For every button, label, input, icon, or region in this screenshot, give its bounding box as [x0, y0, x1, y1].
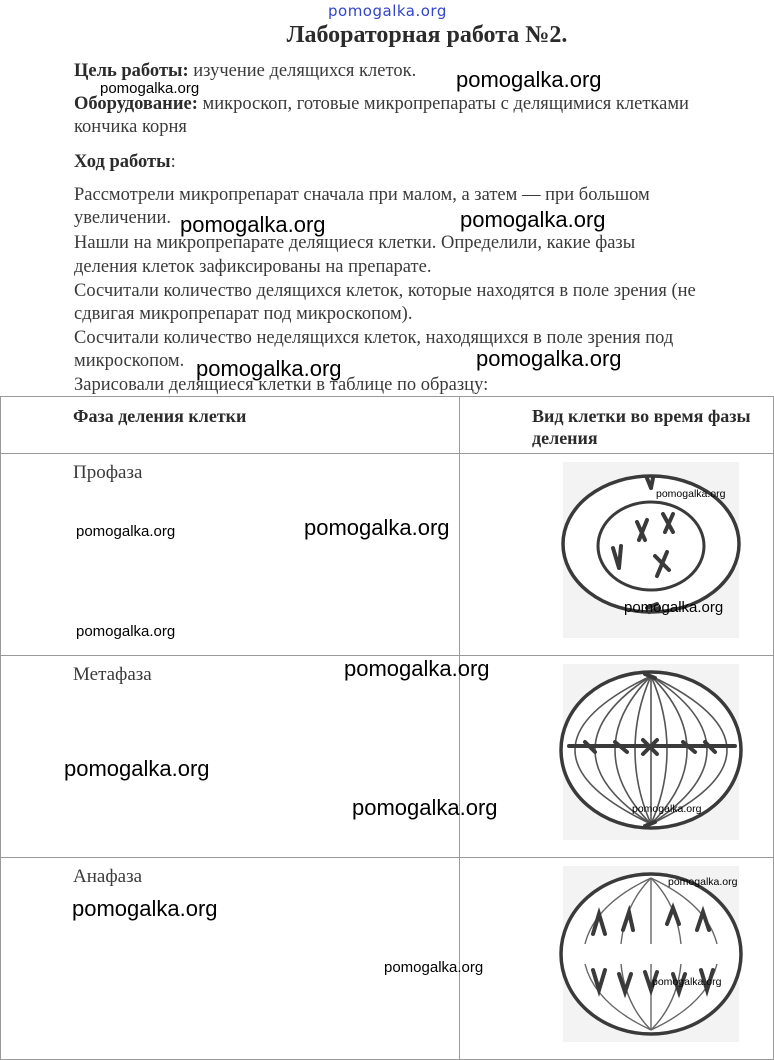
phase-prophase-label: Профаза [1, 454, 460, 656]
goal-line [74, 60, 416, 82]
step-line: увеличении. [74, 208, 172, 228]
goal-label: Цель работы: [74, 61, 189, 81]
watermark-text: pomogalka.org [100, 80, 200, 97]
phase-metaphase-label: Метафаза [1, 656, 460, 858]
watermark-text: pomogalka.org [656, 488, 726, 500]
anaphase-cell-drawing [555, 864, 745, 1044]
watermark-text: pomogalka.org [476, 346, 622, 371]
procedure-heading: Ход работы: [74, 152, 176, 172]
equipment-label: Оборудование: [74, 94, 198, 114]
goal-text: изучение делящихся клеток. [188, 61, 417, 81]
watermark-text: pomogalka.org [76, 523, 176, 540]
watermark-text: pomogalka.org [344, 656, 490, 681]
watermark-text: pomogalka.org [352, 795, 498, 820]
metaphase-cell-drawing [555, 662, 745, 842]
page-title: Лабораторная работа №2. [286, 22, 568, 48]
watermark-top: pomogalka.org [328, 2, 447, 20]
prophase-drawing-cell [460, 454, 774, 656]
equipment-line-2: кончика корня [74, 117, 187, 137]
table-header-row [1, 397, 774, 454]
step-line: Нашли на микропрепарате делящиеся клетки. Определили, какие фазы [74, 233, 636, 253]
watermark-text: pomogalka.org [668, 876, 738, 888]
watermark-text: pomogalka.org [304, 515, 450, 540]
watermark-text: pomogalka.org [632, 803, 702, 815]
step-line: Сосчитали количество неделящихся клеток, находящихся в поле зрения под [74, 328, 674, 348]
watermark-text: pomogalka.org [180, 212, 326, 237]
watermark-text: pomogalka.org [456, 67, 602, 92]
step-line: Сосчитали количество делящихся клеток, которые находятся в поле зрения (не [74, 281, 696, 301]
step-line: деления клеток зафиксированы на препарате. [74, 257, 432, 277]
watermark-text: pomogalka.org [196, 356, 342, 381]
watermark-text: pomogalka.org [460, 207, 606, 232]
procedure-label: Ход работы [74, 152, 171, 172]
step-line: микроскопом. [74, 351, 185, 371]
equipment-text: микроскоп, готовые микропрепараты с делящимися клетками [197, 94, 689, 114]
watermark-text: pomogalka.org [652, 976, 722, 988]
step-line: Зарисовали делящиеся клетки в таблице по образцу: [74, 375, 489, 395]
watermark-text: pomogalka.org [76, 623, 176, 640]
header-view: Вид клетки во время фазы деления [460, 397, 774, 454]
header-phase: Фаза деления клетки [1, 397, 460, 454]
step-line: Рассмотрели микропрепарат сначала при малом, а затем — при большом [74, 185, 650, 205]
watermark-text: pomogalka.org [72, 896, 218, 921]
step-line: сдвигая микропрепарат под микроскопом). [74, 304, 413, 324]
metaphase-drawing-cell [460, 656, 774, 858]
watermark-text: pomogalka.org [384, 959, 484, 976]
watermark-text: pomogalka.org [624, 599, 724, 616]
watermark-text: pomogalka.org [64, 756, 210, 781]
phase-anaphase-label: Анафаза [1, 858, 460, 1060]
